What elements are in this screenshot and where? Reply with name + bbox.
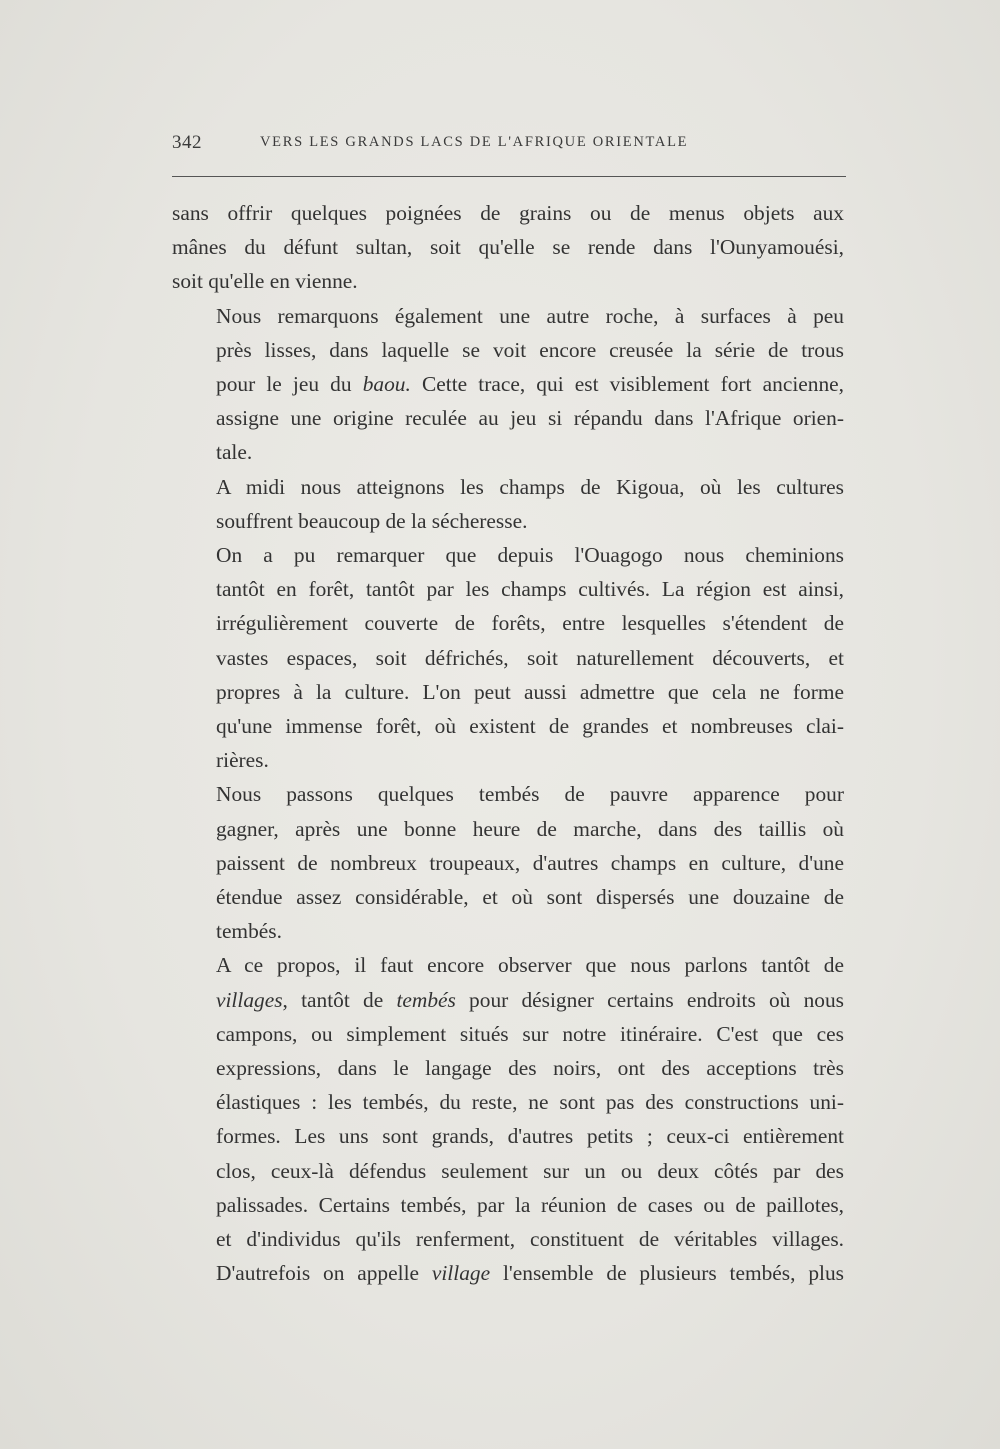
text-line — [172, 572, 844, 606]
text-line — [172, 299, 844, 333]
text-segment: , tantôt de — [282, 987, 397, 1012]
text-line — [172, 401, 844, 435]
paragraph — [172, 948, 844, 1290]
text-segment: palissades. Certains tembés, par la réunion de cases ou de paillotes, — [216, 1192, 844, 1217]
text-line — [172, 264, 844, 298]
header-rule — [172, 176, 846, 177]
text-segment: tantôt en forêt, tantôt par les champs cultivés. La région est ainsi, — [216, 577, 844, 602]
text-segment: tale. — [216, 440, 253, 465]
text-line — [172, 1188, 844, 1222]
italic-term: tembés — [396, 987, 456, 1012]
text-line — [172, 948, 844, 982]
text-line — [172, 538, 844, 572]
text-line — [172, 606, 844, 640]
text-line — [172, 1085, 844, 1119]
text-segment: soit qu'elle en vienne. — [172, 269, 358, 294]
text-line — [172, 983, 844, 1017]
text-line — [172, 709, 844, 743]
text-segment: D'autrefois on appelle — [216, 1261, 432, 1286]
text-line — [172, 1051, 844, 1085]
running-head — [172, 128, 844, 158]
text-segment: étendue assez considérable, et où sont dispersés une douzaine de — [216, 885, 844, 910]
text-segment: qu'une immense forêt, où existent de grandes et nombreuses clai- — [216, 714, 844, 739]
text-line — [172, 743, 844, 777]
text-line — [172, 846, 844, 880]
text-segment: paissent de nombreux troupeaux, d'autres champs en culture, d'une — [216, 850, 844, 875]
text-line — [172, 196, 844, 230]
text-segment: clos, ceux-là défendus seulement sur un ou deux côtés par des — [216, 1158, 844, 1183]
text-segment: vastes espaces, soit défrichés, soit naturellement découverts, et — [216, 645, 844, 670]
paragraph — [172, 196, 844, 299]
text-segment: irrégulièrement couverte de forêts, entre lesquelles s'étendent de — [216, 611, 844, 636]
paragraph — [172, 299, 844, 470]
text-segment: Nous remarquons également une autre roche, à surfaces à peu — [216, 303, 844, 328]
paragraph — [172, 538, 844, 777]
text-segment: Cette trace, qui est visiblement fort ancienne, — [410, 372, 844, 397]
page-number: 342 — [172, 132, 202, 153]
paragraph — [172, 470, 844, 538]
text-line — [172, 1256, 844, 1290]
text-line — [172, 470, 844, 504]
text-segment: A midi nous atteignons les champs de Kigoua, où les cultures — [216, 474, 844, 499]
text-line — [172, 367, 844, 401]
text-segment: près lisses, dans laquelle se voit encore creusée la série de trous — [216, 337, 844, 362]
text-line — [172, 230, 844, 264]
text-line — [172, 914, 844, 948]
text-line — [172, 333, 844, 367]
running-title: VERS LES GRANDS LACS DE L'AFRIQUE ORIENTALE — [260, 134, 689, 150]
italic-term: baou. — [362, 372, 411, 397]
text-segment: propres à la culture. L'on peut aussi admettre que cela ne forme — [216, 679, 844, 704]
body-text — [172, 196, 844, 1291]
text-line — [172, 504, 844, 538]
italic-term: villages — [216, 987, 283, 1012]
text-line — [172, 880, 844, 914]
text-segment: A ce propos, il faut encore observer que nous parlons tantôt de — [216, 953, 844, 978]
text-segment: On a pu remarquer que depuis l'Ouagogo nous cheminions — [216, 543, 844, 568]
text-line — [172, 1222, 844, 1256]
text-segment: expressions, dans le langage des noirs, ont des acceptions très — [216, 1056, 844, 1081]
text-segment: et d'individus qu'ils renferment, constituent de véritables villages. — [216, 1227, 844, 1252]
text-line — [172, 777, 844, 811]
text-segment: Nous passons quelques tembés de pauvre apparence pour — [216, 782, 844, 807]
text-segment: formes. Les uns sont grands, d'autres petits ; ceux-ci entièrement — [216, 1124, 844, 1149]
text-segment: assigne une origine reculée au jeu si répandu dans l'Afrique orien- — [216, 406, 844, 431]
text-segment: pour désigner certains endroits où nous — [455, 987, 844, 1012]
text-line — [172, 812, 844, 846]
text-line — [172, 1017, 844, 1051]
paragraph — [172, 777, 844, 948]
text-segment: pour le jeu du — [216, 372, 363, 397]
text-segment: gagner, après une bonne heure de marche, dans des taillis où — [216, 816, 844, 841]
text-line — [172, 675, 844, 709]
text-segment: campons, ou simplement situés sur notre itinéraire. C'est que ces — [216, 1021, 844, 1046]
text-segment: mânes du défunt sultan, soit qu'elle se rende dans l'Ounyamouési, — [172, 235, 844, 260]
text-segment: rières. — [216, 748, 269, 773]
text-segment: tembés. — [216, 919, 282, 944]
text-line — [172, 435, 844, 469]
italic-term: village — [431, 1261, 491, 1286]
text-line — [172, 641, 844, 675]
text-segment: souffrent beaucoup de la sécheresse. — [216, 508, 528, 533]
text-segment: sans offrir quelques poignées de grains ou de menus objets aux — [172, 201, 844, 225]
text-segment: élastiques : les tembés, du reste, ne sont pas des constructions uni- — [216, 1090, 844, 1115]
text-segment: l'ensemble de plusieurs tembés, plus — [490, 1261, 844, 1286]
text-line — [172, 1119, 844, 1153]
text-line — [172, 1154, 844, 1188]
